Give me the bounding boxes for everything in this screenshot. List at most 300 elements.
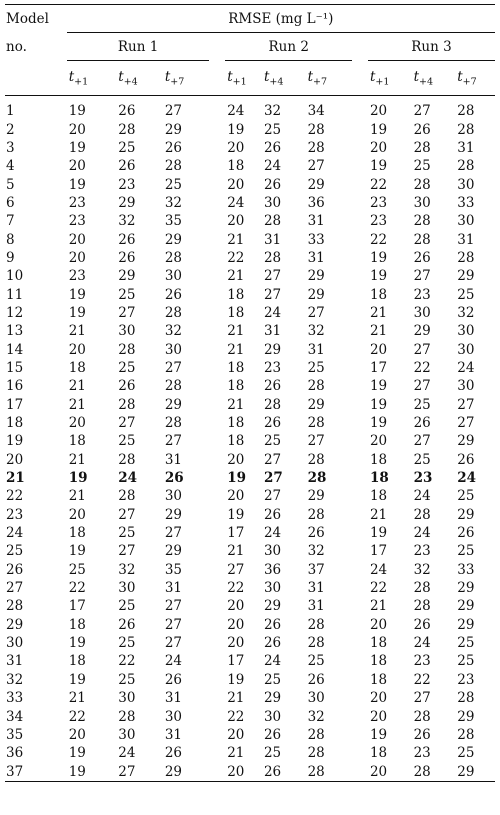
- rmse-cell-run2-0: 21: [227, 396, 245, 413]
- rmse-cell-run1-2: 27: [164, 433, 183, 450]
- rmse-cell-run2-1: 24: [263, 158, 282, 175]
- rmse-cell-run1-1: 25: [118, 139, 136, 156]
- horizon-header-run3-plus4: $t_{+4}$: [413, 68, 434, 88]
- rmse-cell-run1-2: 26: [164, 671, 183, 688]
- rmse-cell-run3-0: 18: [369, 745, 388, 762]
- table-row: [5, 487, 495, 505]
- table-row: [5, 267, 495, 285]
- rmse-cell-run2-0: 20: [227, 451, 245, 468]
- rmse-cell-run2-0: 19: [227, 121, 245, 138]
- rmse-cell-run2-2: 27: [307, 304, 325, 321]
- table-row: [5, 451, 495, 469]
- rmse-cell-run2-1: 26: [263, 139, 282, 156]
- rmse-cell-run2-1: 32: [263, 103, 282, 120]
- model-number-cell: 27: [6, 580, 24, 597]
- rmse-cell-run2-2: 26: [307, 671, 325, 688]
- rmse-cell-run2-0: 21: [227, 341, 245, 358]
- rmse-cell-run3-0: 18: [369, 671, 388, 688]
- rmse-cell-run3-0: 17: [369, 543, 388, 560]
- rmse-cell-run1-1: 30: [118, 690, 136, 707]
- rmse-cell-run3-1: 27: [413, 433, 431, 450]
- rmse-cell-run3-0: 21: [369, 323, 388, 340]
- model-number-cell: 37: [6, 763, 24, 780]
- model-number-cell: 7: [6, 213, 15, 230]
- rmse-cell-run2-1: 25: [263, 671, 282, 688]
- rmse-cell-run2-0: 21: [227, 745, 245, 762]
- rmse-cell-run3-2: 28: [457, 103, 475, 120]
- rmse-cell-run3-0: 20: [369, 103, 388, 120]
- rmse-cell-run3-0: 19: [369, 268, 388, 285]
- rmse-cell-run3-1: 27: [413, 690, 431, 707]
- rmse-cell-run2-2: 31: [307, 213, 325, 230]
- model-number-cell: 12: [6, 304, 24, 321]
- rmse-cell-run2-0: 21: [227, 690, 245, 707]
- rmse-cell-run3-2: 31: [457, 139, 475, 156]
- table-row: [5, 285, 495, 303]
- rmse-cell-run3-0: 23: [369, 194, 388, 211]
- rmse-cell-run1-0: 19: [68, 286, 86, 303]
- rmse-cell-run3-1: 25: [413, 396, 431, 413]
- rmse-cell-run1-2: 31: [164, 580, 183, 597]
- model-number-cell: 14: [6, 341, 24, 358]
- rmse-cell-run3-2: 25: [457, 653, 475, 670]
- rmse-cell-run2-1: 28: [263, 213, 282, 230]
- rmse-cell-run3-0: 19: [369, 249, 388, 266]
- rmse-cell-run3-1: 28: [413, 708, 431, 725]
- rmse-cell-run2-1: 29: [263, 598, 282, 615]
- rmse-cell-run3-0: 18: [369, 488, 388, 505]
- rmse-cell-run3-1: 24: [413, 488, 431, 505]
- rmse-cell-run3-1: 29: [413, 323, 431, 340]
- rmse-cell-run3-0: 21: [369, 598, 388, 615]
- rmse-cell-run1-2: 35: [164, 561, 183, 578]
- model-number-cell: 23: [6, 506, 24, 523]
- table-row: [5, 102, 495, 120]
- rmse-cell-run2-0: 18: [227, 433, 245, 450]
- rmse-cell-run3-2: 25: [457, 745, 475, 762]
- rmse-cell-run3-2: 28: [457, 690, 475, 707]
- rmse-cell-run1-0: 19: [68, 176, 86, 193]
- rmse-cell-run2-2: 31: [307, 598, 325, 615]
- rmse-cell-run3-1: 28: [413, 506, 431, 523]
- rmse-cell-run2-2: 32: [307, 708, 325, 725]
- rmse-cell-run2-0: 21: [227, 323, 245, 340]
- rmse-cell-run3-1: 26: [413, 616, 431, 633]
- rmse-cell-run2-1: 30: [263, 580, 282, 597]
- rmse-cell-run2-1: 28: [263, 249, 282, 266]
- rmse-cell-run1-2: 28: [164, 378, 183, 395]
- rmse-cell-run1-1: 29: [118, 268, 136, 285]
- rmse-cell-run1-0: 21: [68, 488, 86, 505]
- rmse-cell-run3-1: 25: [413, 158, 431, 175]
- rmse-cell-run1-0: 19: [68, 763, 86, 780]
- rmse-cell-run3-0: 23: [369, 213, 388, 230]
- rmse-cell-run1-1: 30: [118, 323, 136, 340]
- table-row: [5, 414, 495, 432]
- table-row: [5, 120, 495, 138]
- rmse-cell-run3-2: 29: [457, 268, 475, 285]
- rmse-cell-run1-2: 26: [164, 286, 183, 303]
- rmse-cell-run1-1: 32: [118, 213, 136, 230]
- rmse-cell-run3-0: 19: [369, 378, 388, 395]
- horizon-header-run3-plus7: $t_{+7}$: [457, 68, 477, 88]
- rmse-cell-run1-1: 25: [118, 359, 136, 376]
- rmse-cell-run2-2: 28: [307, 139, 325, 156]
- table-row: [5, 249, 495, 267]
- rmse-cell-run1-2: 27: [164, 616, 183, 633]
- rmse-cell-run1-1: 29: [118, 194, 136, 211]
- rmse-cell-run1-1: 26: [118, 103, 136, 120]
- model-header-no: no.: [6, 38, 27, 55]
- rmse-cell-run3-1: 26: [413, 121, 431, 138]
- rmse-cell-run1-2: 26: [164, 745, 183, 762]
- rmse-cell-run2-1: 31: [263, 323, 282, 340]
- rmse-cell-run2-0: 19: [227, 506, 245, 523]
- rmse-cell-run2-1: 29: [263, 341, 282, 358]
- model-number-cell: 2: [6, 121, 15, 138]
- rmse-cell-run1-2: 30: [164, 268, 183, 285]
- rmse-cell-run1-2: 24: [164, 653, 183, 670]
- model-number-cell: 26: [6, 561, 24, 578]
- model-number-cell: 5: [6, 176, 15, 193]
- table-row: [5, 707, 495, 725]
- rmse-cell-run2-2: 28: [307, 378, 325, 395]
- model-number-cell: 25: [6, 543, 24, 560]
- rmse-cell-run2-2: 28: [307, 745, 325, 762]
- rmse-cell-run1-0: 21: [68, 323, 86, 340]
- rmse-cell-run3-0: 19: [369, 158, 388, 175]
- rmse-cell-run3-0: 20: [369, 433, 388, 450]
- model-number-cell: 15: [6, 359, 24, 376]
- table-row: [5, 542, 495, 560]
- rmse-cell-run1-1: 22: [118, 653, 136, 670]
- table-row: [5, 212, 495, 230]
- rmse-cell-run3-0: 22: [369, 176, 388, 193]
- model-number-cell: 21: [6, 470, 25, 487]
- rmse-cell-run3-0: 19: [369, 726, 388, 743]
- model-number-cell: 35: [6, 726, 24, 743]
- rmse-cell-run2-0: 21: [227, 543, 245, 560]
- model-number-cell: 10: [6, 268, 24, 285]
- rmse-cell-run1-2: 28: [164, 249, 183, 266]
- model-number-cell: 19: [6, 433, 24, 450]
- rmse-cell-run2-0: 20: [227, 635, 245, 652]
- rmse-cell-run1-2: 29: [164, 763, 183, 780]
- rmse-cell-run3-2: 30: [457, 341, 475, 358]
- rmse-cell-run1-1: 27: [118, 506, 136, 523]
- rmse-cell-run2-0: 18: [227, 359, 245, 376]
- table-row: [5, 194, 495, 212]
- rmse-cell-run2-1: 23: [263, 359, 282, 376]
- rmse-cell-run2-2: 29: [307, 396, 325, 413]
- table-row: [5, 396, 495, 414]
- table-row: [5, 175, 495, 193]
- rmse-cell-run3-0: 22: [369, 580, 388, 597]
- rmse-cell-run1-2: 32: [164, 194, 183, 211]
- rmse-cell-run2-1: 26: [263, 378, 282, 395]
- rmse-cell-run2-2: 28: [307, 470, 327, 487]
- rmse-cell-run1-2: 27: [164, 103, 183, 120]
- rmse-cell-run2-1: 25: [263, 121, 282, 138]
- rmse-cell-run2-0: 18: [227, 286, 245, 303]
- rmse-cell-run1-0: 18: [68, 616, 86, 633]
- rmse-cell-run2-0: 27: [227, 561, 245, 578]
- rmse-cell-run2-2: 32: [307, 323, 325, 340]
- rmse-cell-run2-1: 27: [263, 268, 282, 285]
- rmse-cell-run3-1: 32: [413, 561, 431, 578]
- rmse-cell-run3-2: 26: [457, 525, 475, 542]
- rmse-cell-run3-2: 33: [457, 561, 475, 578]
- model-number-cell: 17: [6, 396, 24, 413]
- rmse-cell-run2-2: 28: [307, 635, 325, 652]
- rmse-cell-run1-1: 25: [118, 525, 136, 542]
- rmse-cell-run3-2: 28: [457, 158, 475, 175]
- rmse-cell-run1-2: 27: [164, 359, 183, 376]
- rmse-cell-run2-0: 17: [227, 525, 245, 542]
- rmse-cell-run1-2: 27: [164, 598, 183, 615]
- rmse-cell-run3-0: 18: [369, 470, 389, 487]
- run3-header: Run 3: [368, 33, 495, 61]
- rmse-cell-run2-2: 29: [307, 488, 325, 505]
- rmse-cell-run3-2: 29: [457, 708, 475, 725]
- model-number-cell: 1: [6, 103, 15, 120]
- rmse-cell-run2-2: 28: [307, 726, 325, 743]
- rmse-cell-run2-1: 27: [263, 470, 283, 487]
- rmse-cell-run3-1: 23: [413, 286, 431, 303]
- rmse-cell-run2-0: 20: [227, 176, 245, 193]
- rmse-cell-run1-0: 20: [68, 506, 86, 523]
- rmse-cell-run2-2: 27: [307, 158, 325, 175]
- rmse-cell-run3-0: 19: [369, 415, 388, 432]
- rmse-cell-run3-2: 28: [457, 726, 475, 743]
- rmse-cell-run2-0: 18: [227, 415, 245, 432]
- table-row: [5, 230, 495, 248]
- rmse-cell-run3-2: 28: [457, 121, 475, 138]
- rmse-cell-run3-1: 23: [413, 745, 431, 762]
- model-number-cell: 6: [6, 194, 15, 211]
- rmse-cell-run2-1: 26: [263, 635, 282, 652]
- rmse-cell-run2-0: 22: [227, 580, 245, 597]
- rmse-cell-run3-0: 18: [369, 635, 388, 652]
- rmse-cell-run2-1: 26: [263, 176, 282, 193]
- table-row: [5, 506, 495, 524]
- rmse-cell-run1-0: 19: [68, 470, 88, 487]
- rmse-cell-run1-1: 25: [118, 286, 136, 303]
- rmse-cell-run3-0: 18: [369, 451, 388, 468]
- rmse-cell-run1-0: 18: [68, 653, 86, 670]
- table-row: [5, 377, 495, 395]
- horizon-header-run2-plus4: $t_{+4}$: [263, 68, 284, 88]
- horizon-header-run1-plus1: $t_{+1}$: [68, 68, 89, 88]
- rmse-cell-run3-2: 25: [457, 488, 475, 505]
- rmse-cell-run1-1: 27: [118, 304, 136, 321]
- rmse-cell-run2-2: 28: [307, 616, 325, 633]
- rmse-cell-run1-0: 23: [68, 268, 86, 285]
- rmse-cell-run1-1: 25: [118, 671, 136, 688]
- rmse-cell-run1-1: 26: [118, 231, 136, 248]
- table-row: [5, 597, 495, 615]
- rmse-cell-run2-0: 20: [227, 726, 245, 743]
- table-row: [5, 579, 495, 597]
- table-row: [5, 744, 495, 762]
- rmse-cell-run3-2: 31: [457, 231, 475, 248]
- model-number-cell: 11: [6, 286, 24, 303]
- rmse-cell-run3-0: 18: [369, 653, 388, 670]
- rmse-cell-run1-1: 32: [118, 561, 136, 578]
- rmse-cell-run2-1: 25: [263, 433, 282, 450]
- model-number-cell: 34: [6, 708, 24, 725]
- rmse-cell-run2-0: 17: [227, 653, 245, 670]
- model-number-cell: 33: [6, 690, 24, 707]
- rmse-cell-run2-2: 27: [307, 433, 325, 450]
- rmse-cell-run2-1: 24: [263, 304, 282, 321]
- table-row: [5, 726, 495, 744]
- rmse-cell-run2-1: 27: [263, 488, 282, 505]
- rmse-cell-run3-1: 23: [413, 470, 433, 487]
- rmse-cell-run1-2: 31: [164, 690, 183, 707]
- rmse-cell-run3-1: 26: [413, 415, 431, 432]
- model-number-cell: 29: [6, 616, 24, 633]
- rmse-cell-run1-2: 29: [164, 121, 183, 138]
- rmse-cell-run1-2: 35: [164, 213, 183, 230]
- rmse-cell-run3-1: 28: [413, 213, 431, 230]
- model-number-cell: 36: [6, 745, 24, 762]
- run2-header: Run 2: [225, 33, 352, 61]
- rmse-cell-run3-1: 24: [413, 525, 431, 542]
- rmse-cell-run2-1: 36: [263, 561, 282, 578]
- rmse-cell-run2-0: 24: [227, 194, 245, 211]
- horizon-header-run3-plus1: $t_{+1}$: [369, 68, 390, 88]
- rmse-cell-run1-0: 21: [68, 396, 86, 413]
- rmse-cell-run1-1: 25: [118, 635, 136, 652]
- model-number-cell: 4: [6, 158, 15, 175]
- table-row: [5, 634, 495, 652]
- table-row: [5, 524, 495, 542]
- rmse-cell-run3-1: 28: [413, 231, 431, 248]
- table-row: [5, 762, 495, 781]
- rmse-cell-run2-2: 32: [307, 543, 325, 560]
- rmse-cell-run3-1: 28: [413, 176, 431, 193]
- rmse-cell-run3-2: 27: [457, 396, 475, 413]
- rmse-cell-run3-2: 30: [457, 378, 475, 395]
- rmse-cell-run2-2: 25: [307, 359, 325, 376]
- rmse-cell-run1-1: 28: [118, 396, 136, 413]
- rmse-cell-run1-0: 18: [68, 433, 86, 450]
- rmse-cell-run3-0: 19: [369, 396, 388, 413]
- rmse-cell-run3-0: 21: [369, 506, 388, 523]
- rmse-cell-run2-0: 22: [227, 249, 245, 266]
- model-number-cell: 31: [6, 653, 24, 670]
- rmse-cell-run3-0: 20: [369, 708, 388, 725]
- rmse-cell-run2-2: 37: [307, 561, 325, 578]
- rmse-cell-run1-2: 30: [164, 708, 183, 725]
- rmse-cell-run2-1: 26: [263, 726, 282, 743]
- rmse-cell-run2-1: 26: [263, 415, 282, 432]
- rmse-cell-run1-0: 21: [68, 690, 86, 707]
- table-row: [5, 616, 495, 634]
- rmse-cell-run3-1: 28: [413, 598, 431, 615]
- rmse-cell-run3-1: 23: [413, 653, 431, 670]
- rmse-cell-run2-1: 25: [263, 745, 282, 762]
- rmse-cell-run3-1: 26: [413, 726, 431, 743]
- rmse-cell-run3-2: 29: [457, 598, 475, 615]
- rmse-cell-run2-1: 26: [263, 763, 282, 780]
- model-number-cell: 32: [6, 671, 24, 688]
- rmse-cell-run2-0: 18: [227, 158, 245, 175]
- rmse-cell-run1-0: 18: [68, 359, 86, 376]
- rmse-cell-run3-1: 24: [413, 635, 431, 652]
- rmse-cell-run2-1: 24: [263, 525, 282, 542]
- horizon-header-run2-plus1: $t_{+1}$: [227, 68, 247, 88]
- rmse-cell-run1-2: 26: [164, 139, 183, 156]
- rmse-cell-run1-0: 19: [68, 671, 86, 688]
- rmse-cell-run1-0: 20: [68, 158, 86, 175]
- rmse-cell-run3-2: 25: [457, 286, 475, 303]
- horizon-header-run1-plus4: $t_{+4}$: [118, 68, 138, 88]
- rmse-cell-run1-1: 30: [118, 580, 136, 597]
- rmse-cell-run1-1: 23: [118, 176, 136, 193]
- rmse-cell-run3-0: 17: [369, 359, 388, 376]
- rmse-cell-run3-0: 20: [369, 690, 388, 707]
- rmse-cell-run2-2: 33: [307, 231, 325, 248]
- rmse-cell-run3-0: 19: [369, 121, 388, 138]
- rmse-cell-run2-1: 30: [263, 194, 282, 211]
- horizon-header-row: [5, 61, 495, 96]
- run1-header: Run 1: [67, 33, 210, 61]
- rmse-cell-run3-2: 24: [457, 470, 477, 487]
- rmse-cell-run2-2: 28: [307, 415, 325, 432]
- rmse-cell-run2-2: 28: [307, 763, 325, 780]
- rmse-cell-run3-0: 20: [369, 139, 388, 156]
- rmse-cell-run1-2: 25: [164, 176, 183, 193]
- rmse-cell-run3-2: 29: [457, 433, 475, 450]
- table-row: [5, 157, 495, 175]
- rmse-table: [5, 4, 495, 782]
- rmse-cell-run3-0: 19: [369, 525, 388, 542]
- rmse-cell-run3-2: 25: [457, 543, 475, 560]
- table-row: [5, 359, 495, 377]
- rmse-cell-run1-1: 27: [118, 543, 136, 560]
- model-number-cell: 20: [6, 451, 24, 468]
- rmse-cell-run1-0: 20: [68, 121, 86, 138]
- rmse-cell-run1-1: 26: [118, 378, 136, 395]
- rmse-cell-run2-0: 21: [227, 231, 245, 248]
- rmse-cell-run3-1: 27: [413, 268, 431, 285]
- rmse-cell-run1-0: 20: [68, 341, 86, 358]
- rmse-cell-run3-1: 22: [413, 359, 431, 376]
- horizon-header-run1-plus7: $t_{+7}$: [164, 68, 185, 88]
- rmse-cell-run2-1: 28: [263, 396, 282, 413]
- rmse-cell-run3-1: 30: [413, 194, 431, 211]
- rmse-cell-run2-1: 31: [263, 231, 282, 248]
- table-row: [5, 304, 495, 322]
- model-number-cell: 3: [6, 139, 15, 156]
- rmse-cell-run3-1: 26: [413, 249, 431, 266]
- rmse-cell-run3-1: 27: [413, 378, 431, 395]
- rmse-cell-run2-2: 29: [307, 176, 325, 193]
- rmse-cell-run1-2: 28: [164, 415, 183, 432]
- rmse-cell-run3-2: 23: [457, 671, 475, 688]
- rmse-cell-run2-0: 20: [227, 139, 245, 156]
- rmse-cell-run1-0: 22: [68, 580, 86, 597]
- rmse-cell-run1-1: 24: [118, 470, 138, 487]
- rmse-cell-run3-1: 22: [413, 671, 431, 688]
- rmse-cell-run2-1: 26: [263, 506, 282, 523]
- table-header: [5, 5, 495, 96]
- table-row: [5, 340, 495, 358]
- rmse-cell-run2-0: 20: [227, 598, 245, 615]
- model-header: Model: [6, 10, 49, 27]
